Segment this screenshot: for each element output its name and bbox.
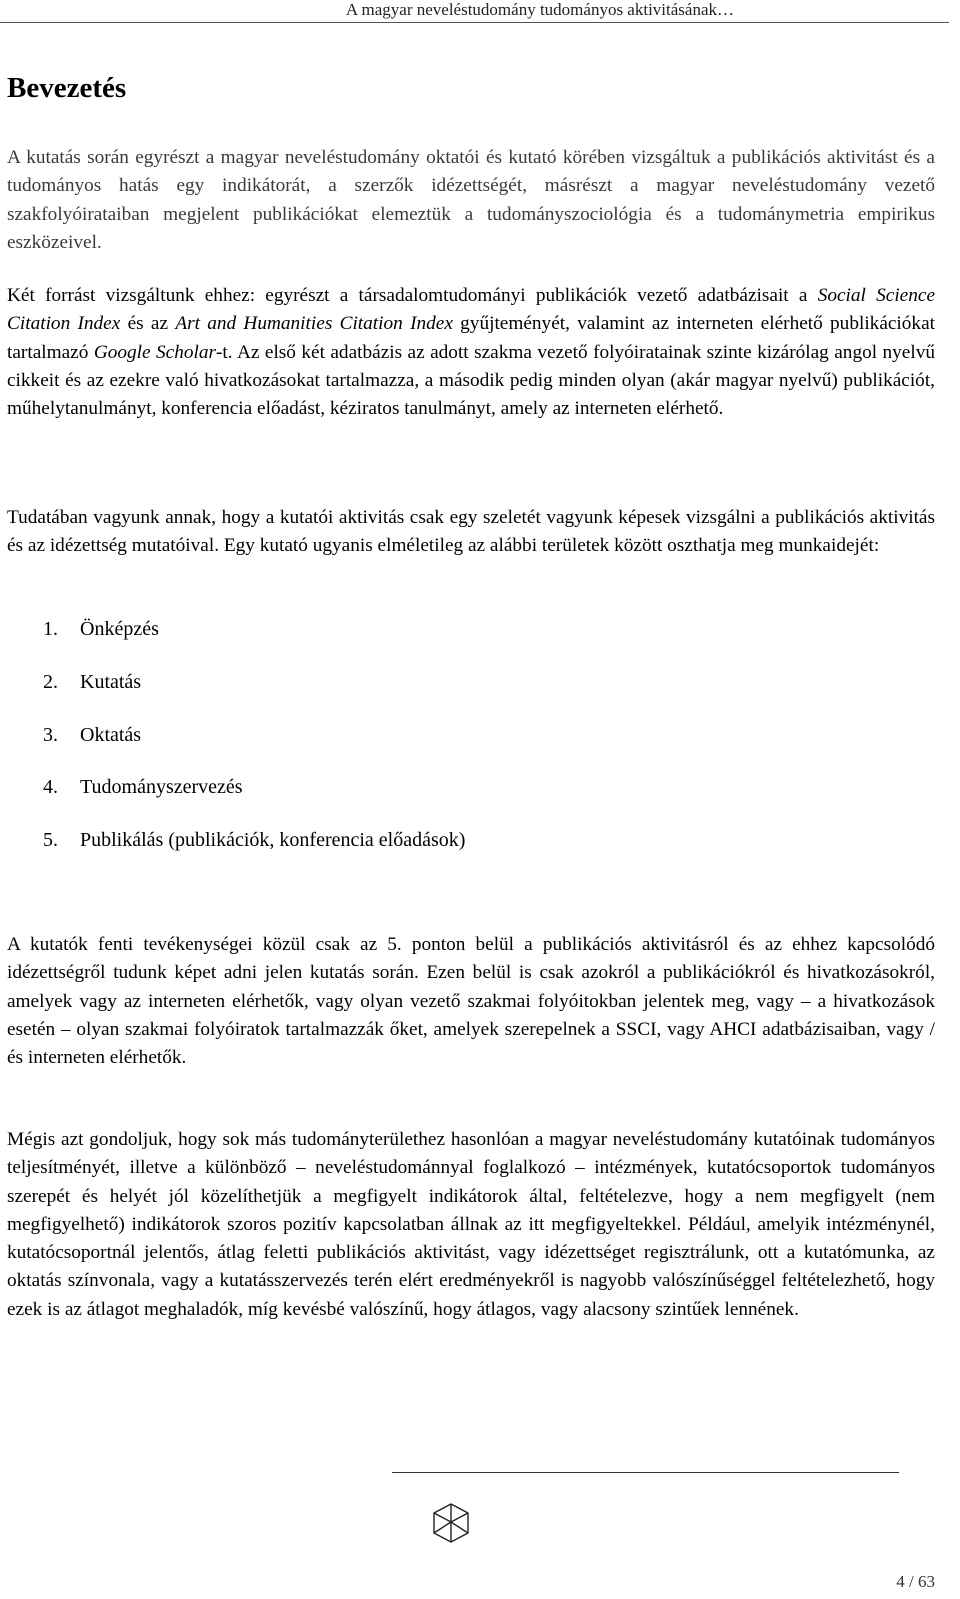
list-item-number: 3. — [43, 723, 58, 746]
list-item — [43, 816, 465, 869]
ssci-name: Social Science Citation Index — [7, 285, 935, 335]
paragraph-sources — [7, 282, 935, 423]
list-item — [43, 763, 465, 816]
list-item-text: Oktatás — [80, 723, 142, 746]
list-item — [43, 711, 465, 764]
list-item-text: Önképzés — [80, 618, 159, 640]
text-segment: -t. Az első két adatbázis az adott szakma vezető folyóiratainak szinte kizárólag angol nyelvű cikkeit és az ezekre való hivatkozásokat tartalmazza, a második pedig minden olyan (akár magyar nyelvű) publikációt, műhelytanulmányt, konferencia előadást, kéziratos tanulmányt, amely az interneten elérhető. — [7, 341, 936, 420]
page-header — [0, 0, 949, 26]
list-item-text: Kutatás — [80, 670, 142, 693]
header-rule — [0, 22, 949, 23]
list-item-number: 5. — [43, 829, 58, 852]
text-segment: Két forrást vizsgáltunk ehhez: egyrészt a társadalomtudományi publikációk vezető adatbázisait a — [7, 285, 818, 306]
text-segment: és az — [120, 313, 176, 335]
page-number: 4 / 63 — [896, 1572, 935, 1591]
list-item-number: 2. — [43, 670, 58, 693]
list-item-number: 1. — [43, 618, 58, 640]
list-item — [43, 605, 465, 658]
text-segment: gyűjteményét, valamint az interneten elérhető publikációkat tartalmazó — [7, 313, 935, 363]
paragraph-conclusion: Mégis azt gondoljuk, hogy sok más tudományterülethez hasonlóan a magyar neveléstudomány kutatóinak tudományos teljesítményét, illetve a különböző – neveléstudománnyal foglalkozó – intézmények, kutatócsoportok tudományos szerepét és helyét jól közelíthetjük a megfigyelt indikátorok által, feltételezve, hogy a nem megfigyelt (nem megfigyelhető) indikátorok szoros pozitív kapcsolatban állnak az itt megfigyeltekkel. Például, amelyik intézménynél, kutatócsoportnál jelentős, átlag feletti publikációs aktivitást, vagy idézettséget regisztrálunk, ott a kutatómunka, az oktatás színvonala, vagy a kutatásszervezés terén elért eredményekről is nagyobb valószínűséggel feltételezhető, hogy ezek is az átlagot meghaladók, míg kevésbé valószínű, hogy átlagos, vagy alacsony szintűek lennének. — [7, 1129, 935, 1320]
list-item-number: 4. — [43, 776, 58, 799]
list-item — [43, 658, 465, 711]
footer-rule — [392, 1472, 899, 1473]
section-heading: Bevezetés — [7, 72, 127, 104]
activity-list — [43, 605, 465, 869]
list-item-text: Publikálás (publikációk, konferencia előadások) — [80, 829, 466, 852]
cube-icon — [429, 1501, 473, 1545]
paragraph-awareness: Tudatában vagyunk annak, hogy a kutatói aktivitás csak egy szeletét vagyunk képesek vizsgálni a publikációs aktivitás és az idézettség mutatóival. Egy kutató ugyanis elméletileg az alábbi területek között oszthatja meg munkaidejét: — [7, 507, 935, 557]
list-item-text: Tudományszervezés — [80, 776, 243, 799]
google-scholar-name: Google Scholar — [93, 341, 216, 363]
ahci-name: Art and Humanities Citation Index — [175, 313, 453, 335]
paragraph-intro: A kutatás során egyrészt a magyar neveléstudomány oktatói és kutató körében vizsgáltuk a publikációs aktivitást és a tudományos hatás egy indikátorát, a szerzők idézettségét, másrészt a magyar neveléstudomány vezető szakfolyóirataiban megjelent publikációkat elemeztük a tudományszociológia és a tudománymetria empirikus eszközeivel. — [7, 147, 935, 253]
paragraph-scope: A kutatók fenti tevékenységei közül csak az 5. ponton belül a publikációs aktivitásról és az ehhez kapcsolódó idézettségről tudunk képet adni jelen kutatás során. Ezen belül is csak azokról a publikációkról és hivatkozásokról, amelyek vagy az interneten elérhetők, vagy olyan vezető szakmai folyóitokban jelentek meg, vagy – a hivatkozások esetén – olyan szakmai folyóiratok tartalmazzák őket, amelyek szerepelnek a SSCI, vagy AHCI adatbázisaiban, vagy / és interneten elérhetők. — [7, 934, 935, 1069]
header-title: A magyar neveléstudomány tudományos aktivitásának… — [345, 0, 734, 19]
